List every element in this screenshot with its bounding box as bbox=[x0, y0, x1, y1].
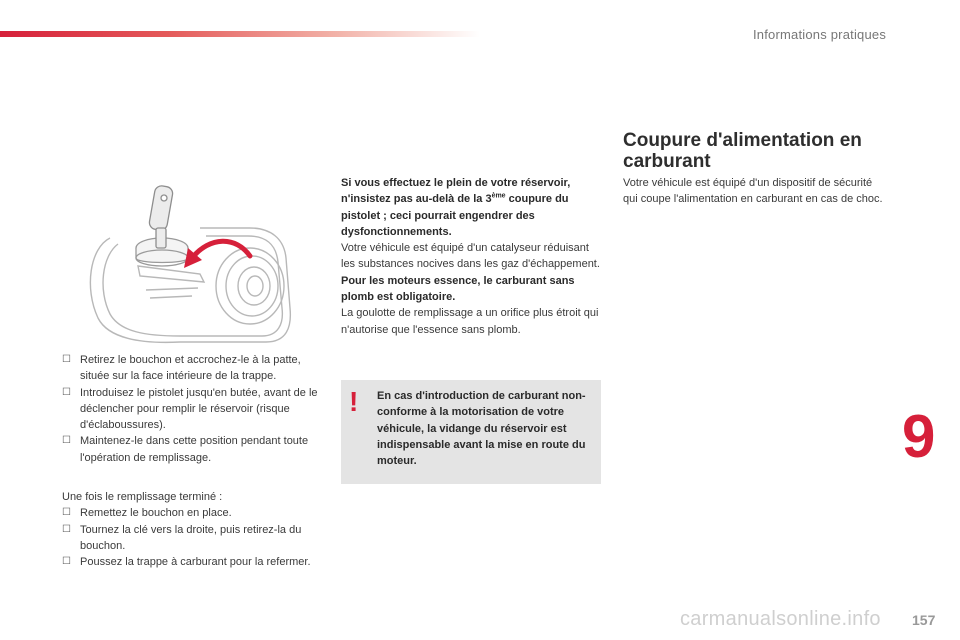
step-text: Maintenez-le dans cette position pendant toute l'opération de remplissage. bbox=[80, 435, 309, 464]
list-item bbox=[62, 433, 320, 466]
list-item bbox=[62, 554, 320, 570]
header-accent-bar bbox=[0, 31, 480, 37]
checkbox-bullet-icon: ☐ bbox=[62, 523, 71, 535]
fuel-filler-illustration bbox=[80, 178, 294, 346]
refuel-steps-list bbox=[62, 352, 320, 466]
fuel-cutoff-body: Votre véhicule est équipé d'un dispositif de sécurité qui coupe l'alimentation en carburant en cas de choc. bbox=[623, 177, 883, 206]
fuel-cutoff-title: Coupure d'alimentation en carburant bbox=[623, 130, 862, 172]
list-item bbox=[62, 385, 320, 434]
after-refuel-intro: Une fois le remplissage terminé : bbox=[62, 491, 223, 503]
ordinal-suffix: ème bbox=[491, 192, 506, 200]
overfill-warning-part2: coupure du pistolet ; ceci pourrait engendrer des dysfonctionnements. bbox=[341, 193, 569, 238]
checkbox-bullet-icon: ☐ bbox=[62, 386, 71, 398]
chapter-number: 9 bbox=[902, 403, 936, 470]
step-text: Tournez la clé vers la droite, puis retirez-la du bouchon. bbox=[80, 523, 302, 552]
step-text: Introduisez le pistolet jusqu'en butée, avant de le déclencher pour remplir le réservoir (risque d'éclaboussures). bbox=[80, 386, 318, 432]
list-item bbox=[62, 352, 320, 385]
list-item bbox=[62, 505, 320, 521]
section-title: Informations pratiques bbox=[753, 27, 887, 42]
step-text: Poussez la trappe à carburant pour la refermer. bbox=[80, 556, 311, 569]
overfill-warning bbox=[341, 175, 605, 240]
watermark: carmanualsonline.info bbox=[680, 608, 881, 630]
fuel-info-column bbox=[341, 175, 605, 338]
unleaded-requirement: Pour les moteurs essence, le carburant sans plomb est obligatoire. bbox=[341, 274, 575, 304]
checkbox-bullet-icon: ☐ bbox=[62, 435, 71, 447]
page-number: 157 bbox=[912, 612, 936, 628]
checkbox-bullet-icon: ☐ bbox=[62, 354, 71, 365]
catalyst-text: Votre véhicule est équipé d'un catalyseur réduisant les substances nocives dans les gaz d'échappement. bbox=[341, 242, 600, 271]
warning-text: En cas d'introduction de carburant non-conforme à la motorisation de votre véhicule, la vidange du réservoir est indispensable avant la mise en route du moteur. bbox=[377, 390, 586, 468]
step-text: Retirez le bouchon et accrochez-le à la patte, située sur la face intérieure de la trappe. bbox=[80, 354, 301, 383]
step-text: Remettez le bouchon en place. bbox=[80, 507, 232, 520]
nozzle-text: La goulotte de remplissage a un orifice plus étroit qui n'autorise que l'essence sans plomb. bbox=[341, 307, 599, 336]
warning-box bbox=[341, 380, 601, 484]
exclamation-icon: ! bbox=[349, 386, 359, 417]
after-refuel-section bbox=[62, 489, 320, 570]
list-item bbox=[62, 522, 320, 555]
checkbox-bullet-icon: ☐ bbox=[62, 507, 71, 519]
overfill-warning-part1: Si vous effectuez le plein de votre réservoir, n'insistez pas au-delà de la 3 bbox=[341, 177, 571, 206]
checkbox-bullet-icon: ☐ bbox=[62, 556, 71, 568]
